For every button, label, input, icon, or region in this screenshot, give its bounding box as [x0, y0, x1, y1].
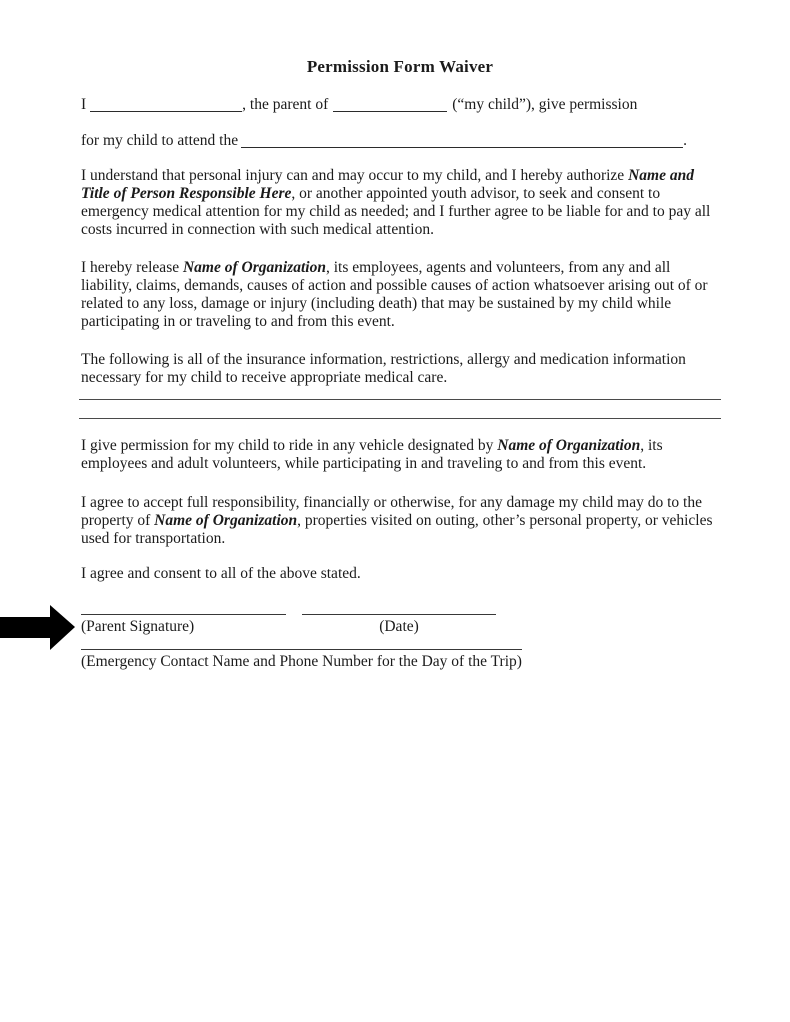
- paragraph-liability-release: I hereby release Name of Organization, its employees, agents and volunteers, from any and all liability, claims, demands, causes of action and possible causes of action whatsoever arising out of or related to any loss, damage or injury (including death) that may be sustained by my child while participating in or traveling to and from this event.: [81, 259, 708, 330]
- emergency-contact-line[interactable]: [81, 636, 522, 650]
- date-line[interactable]: [302, 583, 496, 615]
- opening-line-2-suffix: .: [683, 132, 687, 149]
- parent-signature-line[interactable]: [81, 583, 286, 615]
- signature-row: [81, 583, 719, 636]
- opening-line-1-prefix: I: [81, 96, 87, 113]
- emergency-contact-label: (Emergency Contact Name and Phone Number for the Day of the Trip): [81, 653, 522, 670]
- document-title: Permission Form Waiver: [306, 57, 494, 76]
- date-label: (Date): [379, 618, 419, 635]
- parent-signature-block: [81, 583, 286, 636]
- opening-line-1: [81, 95, 719, 114]
- paragraph-injury-authorization: I understand that personal injury can and may occur to my child, and I hereby authorize Name and Title of Person Responsible Here, or another appointed youth advisor, to seek and consent to emergency medical attention for my child as needed; and I further agree to be liable for and to pay all costs incurred in connection with such medical attention.: [81, 167, 711, 238]
- opening-line-1-middle: , the parent of: [242, 96, 329, 113]
- paragraph-insurance-info: The following is all of the insurance information, restrictions, allergy and medication information necessary for my child to receive appropriate medical care.: [81, 351, 686, 386]
- pointer-arrow-head: [50, 605, 75, 650]
- parent-name-blank[interactable]: [90, 99, 242, 112]
- opening-line-2: [81, 131, 719, 150]
- event-name-blank[interactable]: [241, 135, 683, 148]
- paragraph-vehicle-permission: I give permission for my child to ride in any vehicle designated by Name of Organization, its employees and adult volunteers, while participating in and traveling to and from this event.: [81, 437, 663, 472]
- opening-line-2-prefix: for my child to attend the: [81, 132, 239, 149]
- date-block: [302, 583, 496, 636]
- parent-signature-label: (Parent Signature): [81, 618, 195, 635]
- document-content: [81, 57, 719, 671]
- insurance-writein-line-2[interactable]: [79, 400, 721, 419]
- paragraph-consent-statement: I agree and consent to all of the above stated.: [81, 565, 361, 582]
- pointer-arrow-icon: [0, 605, 75, 650]
- insurance-writein-line-1[interactable]: [79, 387, 721, 400]
- pointer-arrow-shaft: [0, 617, 50, 638]
- opening-line-1-suffix: (“my child”), give permission: [452, 96, 638, 113]
- paragraph-damage-responsibility: I agree to accept full responsibility, financially or otherwise, for any damage my child may do to the property of Name of Organization, properties visited on outing, other’s personal property, or vehicles used for transportation.: [81, 494, 713, 547]
- child-name-blank[interactable]: [333, 99, 447, 112]
